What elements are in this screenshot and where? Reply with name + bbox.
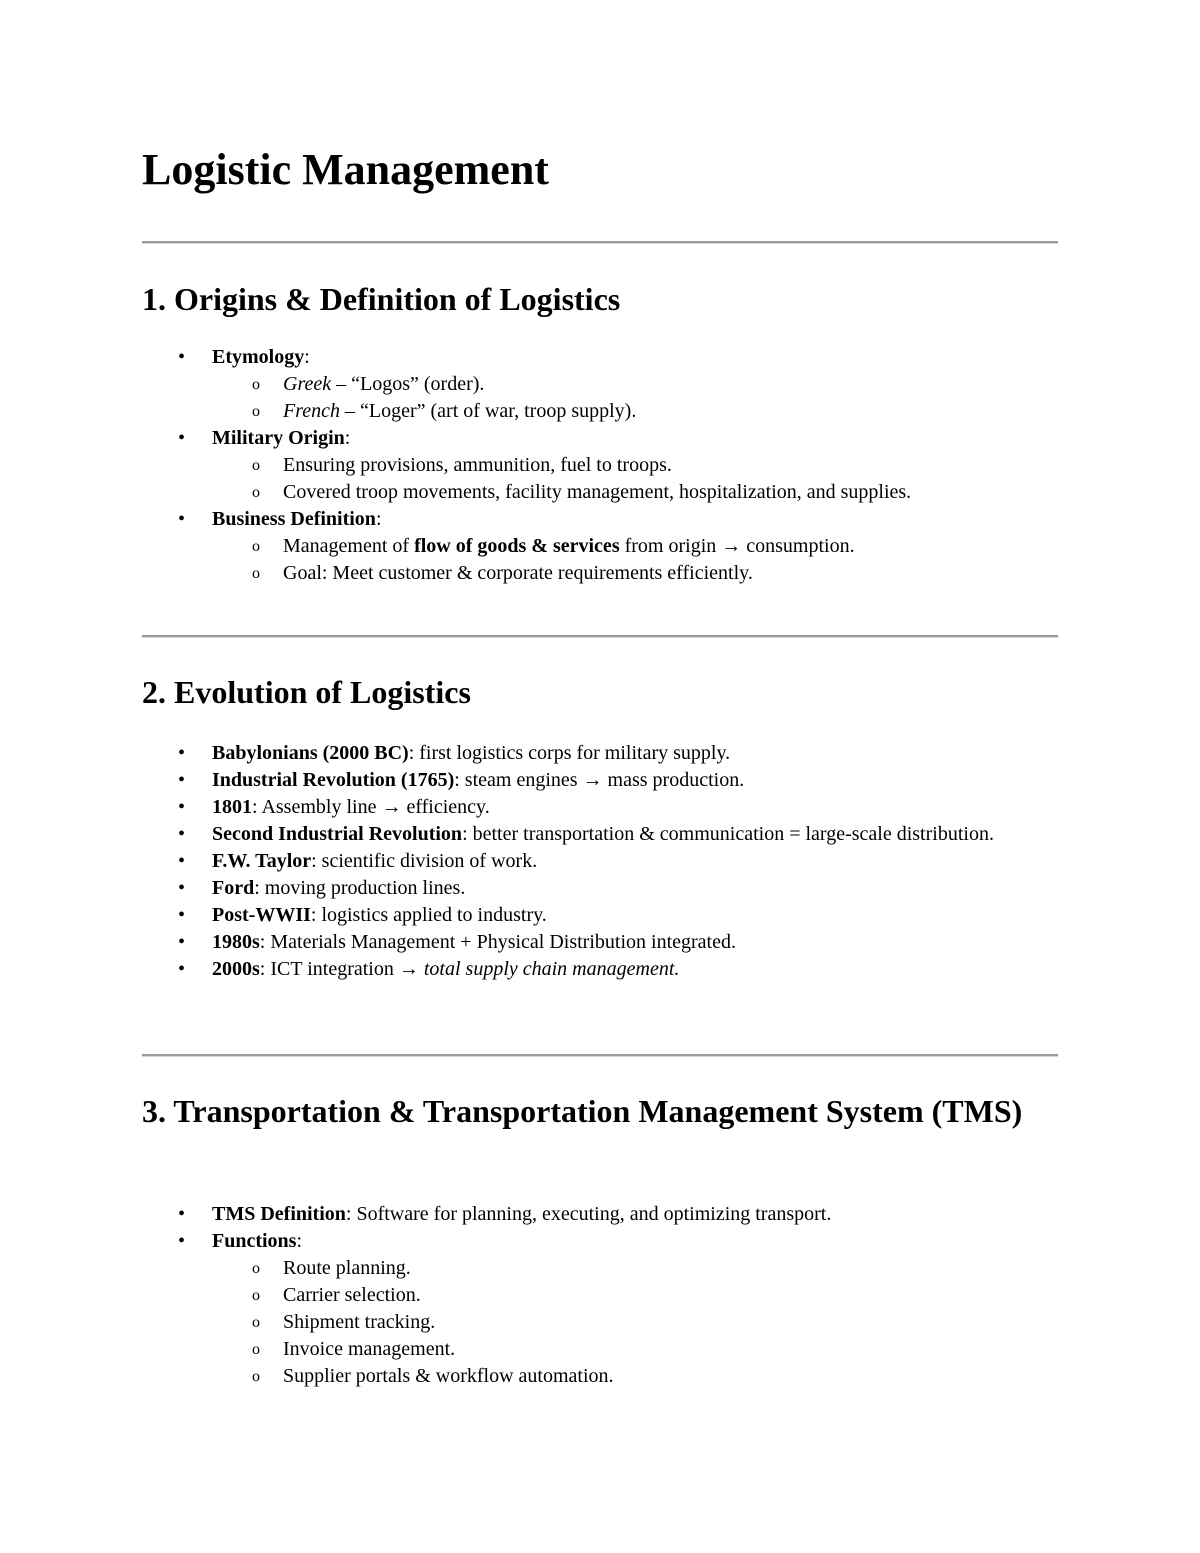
text: : Materials Management + Physical Distribution integrated. (259, 931, 736, 953)
sub-list-item (252, 1363, 1042, 1390)
evolution-list (178, 740, 1042, 983)
sub-list-item (252, 371, 1042, 398)
section-heading-origins: 1. Origins & Definition of Logistics (142, 281, 621, 317)
bullet-icon: • (178, 742, 186, 764)
bullet-icon: • (178, 1230, 186, 1252)
sub-list-item (252, 560, 1042, 587)
list-item (178, 875, 1042, 902)
bold-text: Business Definition (212, 508, 376, 530)
section-heading-evolution: 2. Evolution of Logistics (142, 674, 471, 710)
text: Management of (283, 535, 415, 557)
bold-text: 1801 (212, 796, 252, 818)
sub-list-item (252, 1282, 1042, 1309)
list-item (178, 425, 1042, 506)
list-item (178, 767, 1042, 794)
bold-text: F.W. Taylor (212, 850, 312, 872)
text: Carrier selection. (283, 1284, 421, 1306)
list-item (178, 902, 1042, 929)
list-item (178, 956, 1042, 983)
bullet-icon: • (178, 769, 186, 791)
section-heading-tms: 3. Transportation & Transportation Management System (TMS) (142, 1093, 1023, 1129)
bullet-icon: • (178, 877, 186, 899)
sub-bullet-icon: o (252, 1368, 260, 1385)
list-item (178, 344, 1042, 425)
sub-list-item (252, 479, 1042, 506)
italic-text: French (283, 400, 341, 422)
text: : first logistics corps for military supply. (408, 742, 731, 764)
document-title: Logistic Management (142, 145, 549, 194)
sub-list (252, 533, 1042, 587)
bullet-icon: • (178, 958, 186, 980)
text: : (296, 1230, 303, 1252)
sub-list (252, 371, 1042, 425)
bold-text: Industrial Revolution (1765) (212, 769, 455, 791)
bold-text: Etymology (212, 346, 305, 368)
bullet-icon: • (178, 931, 186, 953)
divider (142, 241, 1058, 244)
sub-list-item (252, 1255, 1042, 1282)
text: from origin → consumption. (619, 535, 855, 557)
bold-text: 1980s (212, 931, 260, 953)
text: – “Loger” (art of war, troop supply). (340, 400, 637, 422)
sub-bullet-icon: o (252, 1287, 260, 1304)
list-item (178, 1201, 1042, 1228)
list-item (178, 1228, 1042, 1390)
text: : scientific division of work. (311, 850, 538, 872)
text: : steam engines → mass production. (454, 769, 745, 791)
sub-list-item (252, 452, 1042, 479)
divider (142, 1054, 1058, 1057)
bold-text: TMS Definition (212, 1203, 346, 1225)
text: Shipment tracking. (283, 1311, 436, 1333)
list-item (178, 506, 1042, 587)
list-item (178, 929, 1042, 956)
sub-bullet-icon: o (252, 1341, 260, 1358)
text: : Software for planning, executing, and optimizing transport. (345, 1203, 832, 1225)
sub-list-item (252, 1309, 1042, 1336)
bold-text: Functions (212, 1230, 297, 1252)
sub-bullet-icon: o (252, 484, 260, 501)
sub-list-item (252, 398, 1042, 425)
sub-list-item (252, 533, 1042, 560)
text: Goal: Meet customer & corporate requirements efficiently. (283, 562, 753, 584)
text: : ICT integration → (259, 958, 424, 980)
list-item (178, 848, 1042, 875)
sub-bullet-icon: o (252, 538, 260, 555)
text: Ensuring provisions, ammunition, fuel to troops. (283, 454, 672, 476)
bold-text: Babylonians (2000 BC) (212, 742, 409, 764)
text: : (375, 508, 382, 530)
sub-list (252, 1255, 1042, 1390)
list-item (178, 794, 1042, 821)
text: : better transportation & communication = large-scale distribution. (462, 823, 994, 845)
bold-text: Ford (212, 877, 255, 899)
text: : (344, 427, 351, 449)
text: Invoice management. (283, 1338, 456, 1360)
bold-text: Military Origin (212, 427, 345, 449)
sub-list (252, 452, 1042, 506)
italic-text: total supply chain management. (423, 958, 680, 980)
bold-text: Post-WWII (212, 904, 311, 926)
tms-list (178, 1201, 1042, 1390)
bullet-icon: • (178, 904, 186, 926)
bold-text: flow of goods & services (414, 535, 620, 557)
bullet-icon: • (178, 427, 186, 449)
text: : Assembly line → efficiency. (252, 796, 490, 818)
text: : (304, 346, 310, 368)
bullet-icon: • (178, 850, 186, 872)
origins-list (178, 344, 1042, 587)
text: : logistics applied to industry. (310, 904, 547, 926)
sub-bullet-icon: o (252, 403, 260, 420)
bullet-icon: • (178, 1203, 186, 1225)
text: Supplier portals & workflow automation. (283, 1365, 614, 1387)
bold-text: Second Industrial Revolution (212, 823, 463, 845)
text: Route planning. (283, 1257, 411, 1279)
sub-bullet-icon: o (252, 1314, 260, 1331)
bullet-icon: • (178, 508, 186, 530)
bullet-icon: • (178, 823, 186, 845)
sub-bullet-icon: o (252, 1260, 260, 1277)
sub-bullet-icon: o (252, 376, 260, 393)
divider (142, 635, 1058, 638)
sub-bullet-icon: o (252, 565, 260, 582)
list-item (178, 740, 1042, 767)
sub-list-item (252, 1336, 1042, 1363)
bold-text: 2000s (212, 958, 260, 980)
bullet-icon: • (178, 346, 186, 368)
sub-bullet-icon: o (252, 457, 260, 474)
text: – “Logos” (order). (331, 373, 485, 395)
bullet-icon: • (178, 796, 186, 818)
text: Covered troop movements, facility management, hospitalization, and supplies. (283, 481, 912, 503)
list-item (178, 821, 1042, 848)
text: : moving production lines. (254, 877, 466, 899)
italic-text: Greek (283, 373, 332, 395)
